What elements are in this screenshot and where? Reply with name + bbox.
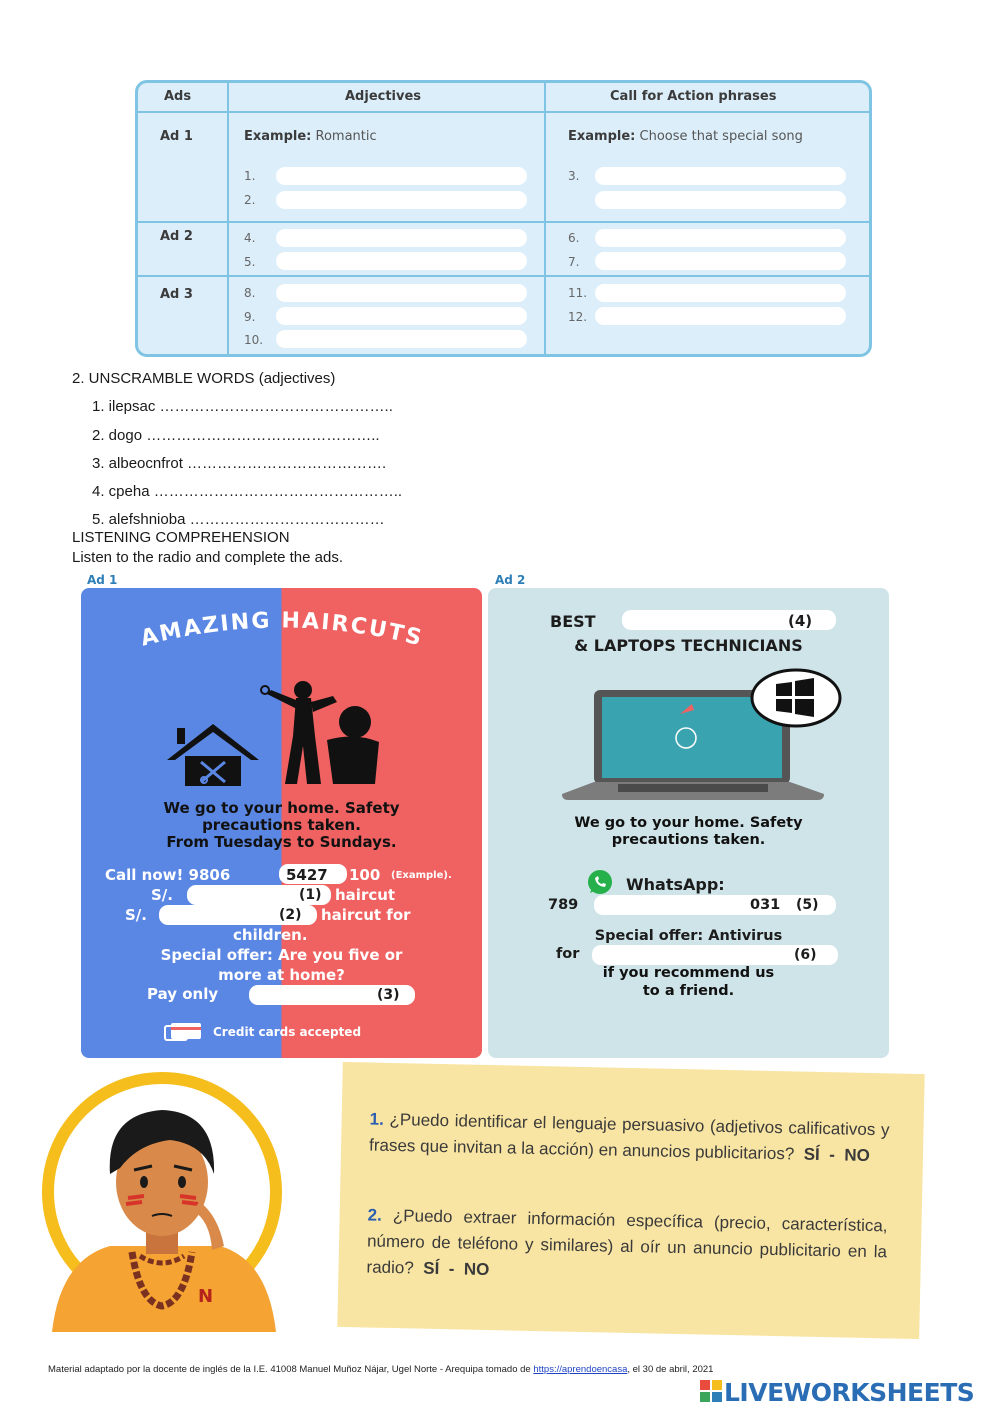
- unscramble-item[interactable]: 3. albeocnfrot ………………………………….: [92, 455, 387, 472]
- technicians-headline: & LAPTOPS TECHNICIANS: [574, 636, 803, 655]
- for-text: for: [556, 946, 580, 962]
- self-check-question-2: 2. ¿Puedo extraer información específica (precio, característica, número de teléfono y similares) al oír un anuncio publicitario en la radio? SÍ - NO: [366, 1205, 888, 1280]
- stylist-silhouette-icon: [241, 676, 381, 786]
- answer-blank-7[interactable]: [595, 252, 846, 270]
- svg-text:N: N: [198, 1286, 214, 1307]
- source-link[interactable]: https://aprendoencasa: [533, 1364, 628, 1375]
- blank-number: 12.: [568, 310, 588, 324]
- row-label-ad2: Ad 2: [160, 229, 193, 244]
- blank-number: 11.: [568, 286, 588, 300]
- blank-label-2: (2): [279, 907, 302, 923]
- ad2-label: Ad 2: [495, 573, 526, 587]
- pay-only-text: Pay only: [147, 985, 219, 1003]
- cta-example: Example: Choose that special song: [568, 129, 803, 144]
- ad1-card: [81, 588, 482, 1058]
- blank-number: 9.: [244, 310, 256, 324]
- unscramble-title: 2. UNSCRAMBLE WORDS (adjectives): [72, 370, 336, 387]
- blank-label-1: (1): [299, 887, 322, 903]
- example-number: 5427: [286, 866, 328, 884]
- antivirus-offer: Special offer: Antivirus: [594, 928, 783, 944]
- header-adjectives: Adjectives: [345, 89, 422, 104]
- ad1-body: We go to your home. Safety precautions taken. From Tuesdays to Sundays.: [163, 799, 400, 851]
- answer-blank-9[interactable]: [276, 307, 527, 325]
- unscramble-item[interactable]: 2. dogo ………………………………………..: [92, 427, 380, 444]
- ad1-offer: Special offer: Are you five or more at home?: [160, 946, 403, 984]
- blank-number: 4.: [244, 231, 256, 245]
- answer-blank-6[interactable]: [595, 229, 846, 247]
- table-rule: [138, 275, 869, 277]
- yes-option[interactable]: SÍ: [803, 1144, 820, 1164]
- haircut-text: haircut: [335, 886, 396, 904]
- children-text: children.: [233, 926, 308, 944]
- answer-blank-10[interactable]: [276, 330, 527, 348]
- answer-blank-1[interactable]: [276, 167, 527, 185]
- unscramble-item[interactable]: 5. alefshnioba …………………………………: [92, 511, 385, 528]
- answer-blank-2[interactable]: [276, 191, 527, 209]
- ad2-card: [488, 588, 889, 1058]
- blank-number: 3.: [568, 169, 580, 183]
- yes-option[interactable]: SÍ: [423, 1258, 440, 1278]
- credit-text: Credit cards accepted: [213, 1025, 362, 1039]
- row-label-ad1: Ad 1: [160, 129, 193, 144]
- no-option[interactable]: NO: [463, 1259, 490, 1280]
- self-check-note: [337, 1062, 924, 1339]
- price-prefix: S/.: [151, 886, 173, 904]
- ad2-offer-tail: if you recommend us to a friend.: [602, 965, 775, 999]
- blank-label-3: (3): [377, 987, 400, 1003]
- blank-label-5: (5): [796, 897, 819, 913]
- blank-label-4: (4): [788, 612, 813, 630]
- header-cta: Call for Action phrases: [610, 89, 777, 104]
- credit-card-icon: [163, 1021, 203, 1041]
- answer-blank-3[interactable]: [595, 167, 846, 185]
- student-avatar: [40, 1070, 285, 1332]
- blank-number: 1.: [244, 169, 256, 183]
- row-label-ad3: Ad 3: [160, 287, 193, 302]
- table-rule: [544, 83, 546, 354]
- answer-blank-5[interactable]: [276, 252, 527, 270]
- answer-blank-4[interactable]: [276, 229, 527, 247]
- no-option[interactable]: NO: [844, 1145, 871, 1165]
- best-text: BEST: [550, 612, 596, 631]
- blank-label-6: (6): [794, 947, 817, 963]
- answer-blank-8[interactable]: [276, 284, 527, 302]
- header-ads: Ads: [164, 89, 192, 104]
- adjective-example: Example: Romantic: [244, 129, 377, 144]
- example-label: (Example).: [391, 870, 452, 881]
- table-rule: [227, 83, 229, 354]
- liveworksheets-logo: [700, 1378, 995, 1408]
- windows-icon: [748, 666, 844, 730]
- footer-credit: Material adaptado por la docente de inglés de la I.E. 41008 Manuel Muñoz Nájar, Ugel Norte - Arequipa tomado de https://aprendoencasa, el 30 de abril, 2021: [48, 1364, 714, 1375]
- blank-number: 6.: [568, 231, 580, 245]
- table-rule: [138, 111, 869, 113]
- self-check-question-1: 1. ¿Puedo identificar el lenguaje persuasivo (adjetivos calificativos y frases que invitan a la acción) en anuncios publicitarios? SÍ - NO: [368, 1109, 890, 1165]
- brand-text: LIVEWORKSHEETS: [724, 1378, 975, 1407]
- liveworksheets-logo-icon: [700, 1380, 722, 1404]
- unscramble-item[interactable]: 4. cpeha …………………………………………..: [92, 483, 403, 500]
- ad1-label: Ad 1: [87, 573, 118, 587]
- ads-table: [135, 80, 872, 357]
- listening-title: LISTENING COMPREHENSION: [72, 529, 290, 546]
- unscramble-item[interactable]: 1. ilepsac ………………………………………..: [92, 398, 393, 415]
- whatsapp-icon: [584, 869, 618, 897]
- answer-blank-12[interactable]: [595, 307, 846, 325]
- haircut-children-text: haircut for: [321, 906, 411, 924]
- blank-number: 10.: [244, 333, 264, 347]
- answer-blank-11[interactable]: [595, 284, 846, 302]
- phone-suffix: 031: [750, 897, 781, 913]
- answer-blank-3b[interactable]: [595, 191, 846, 209]
- blank-number: 7.: [568, 255, 580, 269]
- table-rule: [138, 221, 869, 223]
- phone-prefix: 789: [548, 897, 579, 913]
- blank-number: 2.: [244, 193, 256, 207]
- blank-number: 8.: [244, 286, 256, 300]
- blank-number: 5.: [244, 255, 256, 269]
- price-prefix: S/.: [125, 906, 147, 924]
- ad1-headline: [81, 588, 482, 678]
- ad1-call-suffix: 100: [349, 866, 381, 884]
- svg-text:AMAZING HAIRCUTS: AMAZING HAIRCUTS: [138, 608, 426, 652]
- whatsapp-label: WhatsApp:: [626, 875, 725, 894]
- ad2-body: We go to your home. Safety precautions taken.: [574, 815, 803, 848]
- ad1-call-prefix: Call now! 9806: [105, 866, 231, 884]
- listening-instruction: Listen to the radio and complete the ads.: [72, 549, 344, 566]
